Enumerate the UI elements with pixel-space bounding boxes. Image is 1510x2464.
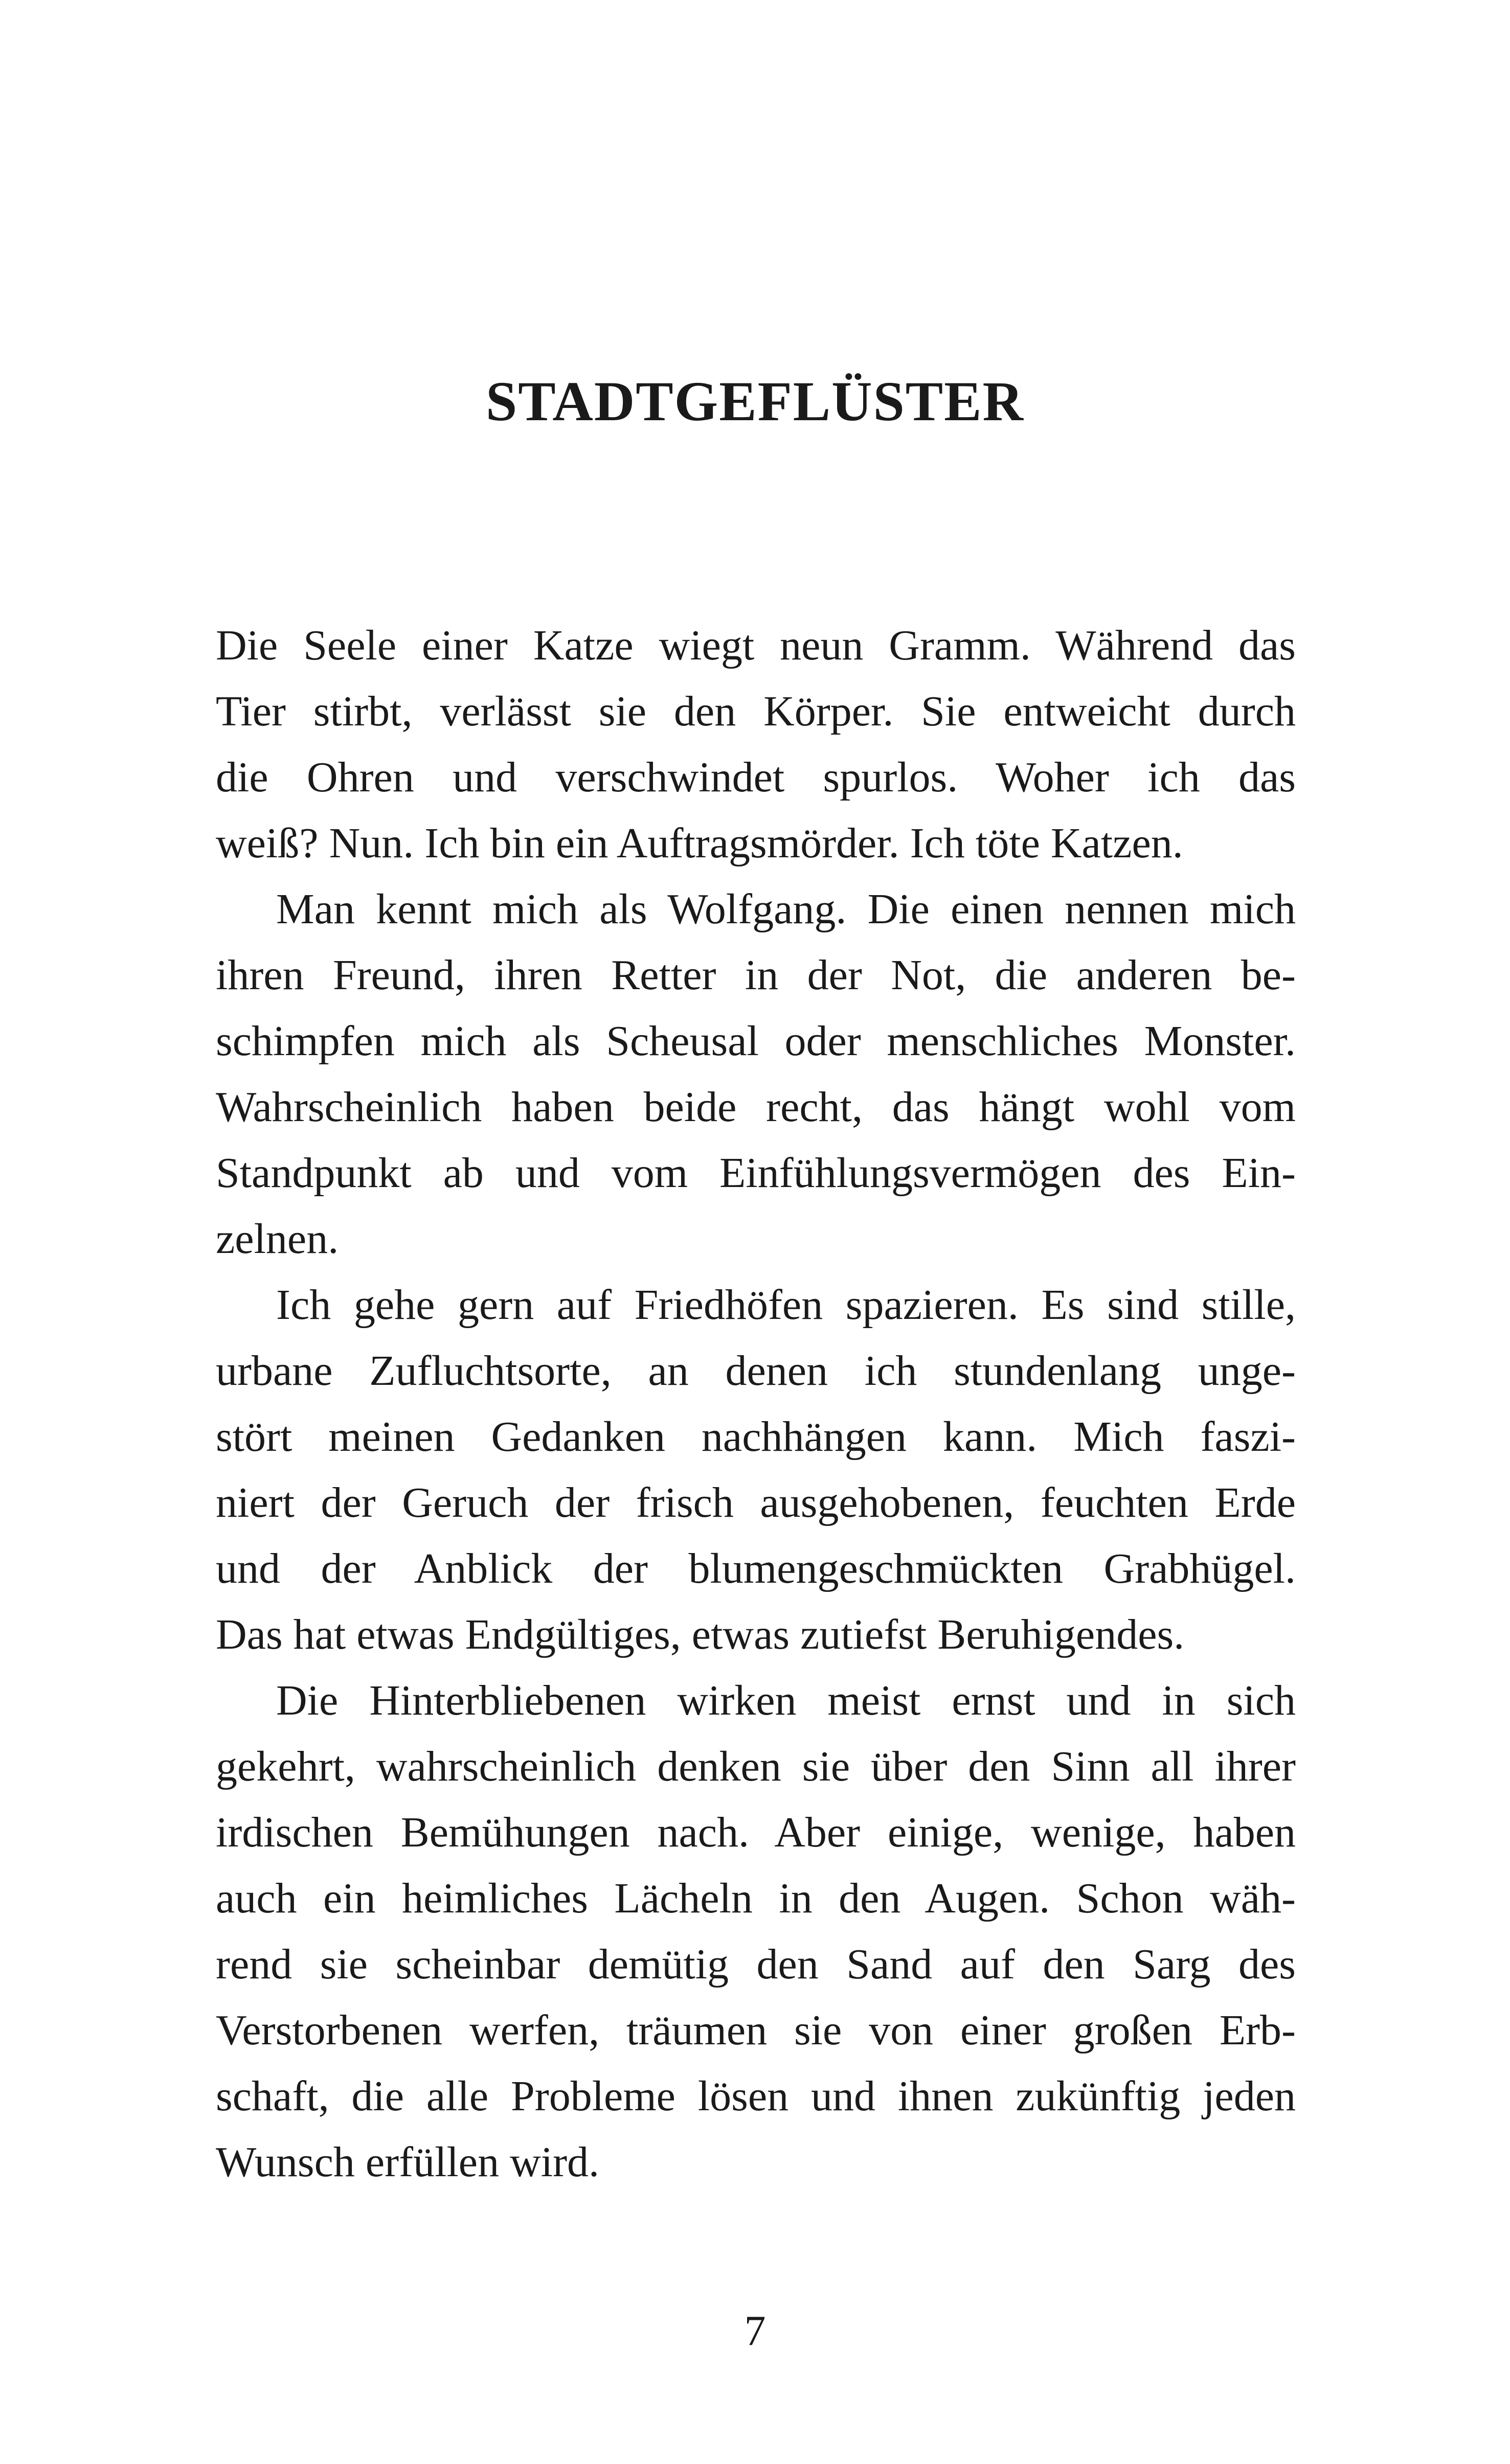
body-text <box>216 612 1296 2195</box>
paragraph-3-line-4: niert der Geruch der frisch ausgehobenen, feuchten Erde <box>216 1479 1296 1526</box>
paragraph-4-line-4: auch ein heimliches Lächeln in den Augen. Schon wäh- <box>216 1875 1296 1922</box>
paragraph-4-line-2: gekehrt, wahrscheinlich denken sie über den Sinn all ihrer <box>216 1743 1296 1790</box>
paragraph-1-line-1: Die Seele einer Katze wiegt neun Gramm. Während das <box>216 622 1296 669</box>
paragraph-4-line-8: Wunsch erfüllen wird. <box>216 2138 600 2186</box>
paragraph-2-line-5: Standpunkt ab und vom Einfühlungsvermögen des Ein- <box>216 1149 1296 1197</box>
paragraph-3-line-2: urbane Zufluchtsorte, an denen ich stundenlang unge- <box>216 1347 1296 1395</box>
paragraph-4-line-6: Verstorbenen werfen, träumen sie von einer großen Erb- <box>216 2006 1296 2054</box>
paragraph-2-line-2: ihren Freund, ihren Retter in der Not, die anderen be- <box>216 951 1296 999</box>
paragraph-1-line-4: weiß? Nun. Ich bin ein Auftragsmörder. Ich töte Katzen. <box>216 819 1183 867</box>
paragraph-3-line-3: stört meinen Gedanken nachhängen kann. Mich faszi- <box>216 1413 1296 1461</box>
paragraph-3-line-6: Das hat etwas Endgültiges, etwas zutiefst Beruhigendes. <box>216 1611 1185 1658</box>
page-number: 7 <box>744 2307 766 2355</box>
paragraph-1-line-3: die Ohren und verschwindet spurlos. Woher ich das <box>216 754 1296 801</box>
paragraph-1-line-2: Tier stirbt, verlässt sie den Körper. Sie entweicht durch <box>216 688 1296 735</box>
paragraph-4-line-5: rend sie scheinbar demütig den Sand auf den Sarg des <box>216 1941 1296 1988</box>
paragraph-2-line-1: Man kennt mich als Wolfgang. Die einen nennen mich <box>276 885 1296 933</box>
paragraph-3-line-5: und der Anblick der blumengeschmückten Grabhügel. <box>216 1545 1296 1592</box>
paragraph-2-line-6: zelnen. <box>216 1215 339 1263</box>
paragraph-2-line-3: schimpfen mich als Scheusal oder menschliches Monster. <box>216 1017 1296 1065</box>
paragraph-4-line-3: irdischen Bemühungen nach. Aber einige, wenige, haben <box>216 1809 1296 1856</box>
paragraph-2-line-4: Wahrscheinlich haben beide recht, das hängt wohl vom <box>216 1083 1296 1131</box>
paragraph-4-line-7: schaft, die alle Probleme lösen und ihnen zukünftig jeden <box>216 2072 1296 2120</box>
paragraph-3-line-1: Ich gehe gern auf Friedhöfen spazieren. Es sind stille, <box>276 1281 1296 1329</box>
paragraph-4-line-1: Die Hinterbliebenen wirken meist ernst und in sich <box>276 1677 1296 1724</box>
chapter-title: STADTGEFLÜSTER <box>486 370 1024 432</box>
